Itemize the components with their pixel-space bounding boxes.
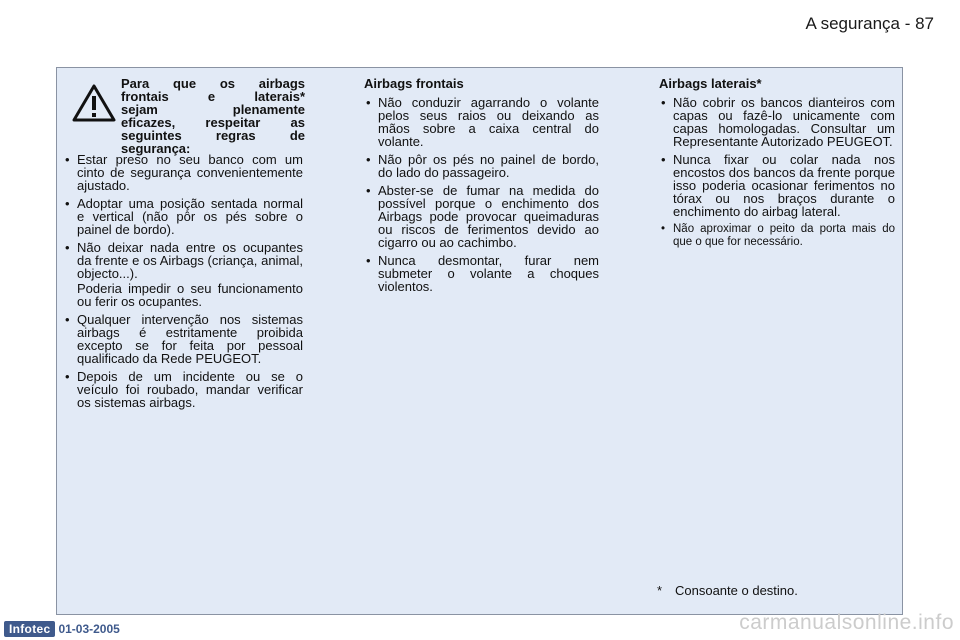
list-item: • Adoptar uma posição sentada normal e vertical (não pôr os pés sobre o painel de bordo). <box>63 197 303 236</box>
footnote-text: Consoante o destino. <box>675 583 798 598</box>
column-side-airbags <box>659 77 895 254</box>
list-item: • Não pôr os pés no painel de bordo, do lado do passageiro. <box>364 153 599 179</box>
footer <box>4 620 120 638</box>
warning-line: segurança: <box>121 141 191 156</box>
list-item: • Não aproximar o peito da porta mais do que o que for necessário. <box>659 223 895 249</box>
front-airbags-list <box>364 96 599 293</box>
warning-line: eficazes, respeitar as <box>121 115 305 130</box>
warning-triangle-icon <box>71 83 117 123</box>
warning-line: sejam plenamente <box>121 102 305 117</box>
warning-text <box>121 77 305 155</box>
section-heading: Airbags laterais* <box>659 76 762 91</box>
list-item: • Não deixar nada entre os ocupantes da frente e os Airbags (criança, animal, objecto...). <box>63 241 303 280</box>
list-item: • Não cobrir os bancos dianteiros com capas ou fazê-lo unicamente com capas homologadas. Consultar um Representante Autorizado PEUGEOT. <box>659 96 895 148</box>
list-item: • Qualquer intervenção nos sistemas airbags é estritamente proibida excepto se for feita por pessoal qualificado da Rede PEUGEOT. <box>63 313 303 365</box>
list-item: • Abster-se de fumar na medida do possível porque o enchimento dos Airbags pode provocar queimaduras ou riscos de ferimentos devido ao cigarro ou ao cachimbo. <box>364 184 599 249</box>
airbag-safety-panel <box>56 67 903 615</box>
general-rules-list <box>63 153 303 280</box>
warning-block <box>63 76 305 156</box>
page-title: A segurança - 87 <box>805 14 934 33</box>
warning-line: frontais e laterais* <box>121 89 305 104</box>
section-heading: Airbags frontais <box>364 76 464 91</box>
footnote-mark: * <box>657 583 663 598</box>
list-item: • Depois de um incidente ou se o veículo foi roubado, mandar verificar os sistemas airbags. <box>63 370 303 409</box>
list-item: • Não conduzir agarrando o volante pelos seus raios ou deixando as mãos sobre a caixa central do volante. <box>364 96 599 148</box>
footnote <box>657 583 798 598</box>
infotec-logo: Infotec <box>4 621 55 637</box>
list-item: • Estar preso no seu banco com um cinto de segurança convenientemente ajustado. <box>63 153 303 192</box>
warning-line: seguintes regras de <box>121 128 305 143</box>
side-airbags-list <box>659 96 895 249</box>
list-item-continuation: Poderia impedir o seu funcionamento ou ferir os ocupantes. <box>77 281 303 309</box>
watermark: carmanualsonline.info <box>739 611 954 634</box>
column-general-rules <box>63 77 303 414</box>
list-item: • Nunca desmontar, furar nem submeter o volante a choques violentos. <box>364 254 599 293</box>
footer-date: 01-03-2005 <box>58 622 120 636</box>
list-item: • Nunca fixar ou colar nada nos encostos dos bancos da frente porque isso poderia ocasionar ferimentos no tórax ou nos braços durante o enchimento do airbag lateral. <box>659 153 895 218</box>
warning-line: Para que os airbags <box>121 76 305 91</box>
general-rules-list-continued <box>63 313 303 409</box>
column-front-airbags <box>364 77 599 298</box>
